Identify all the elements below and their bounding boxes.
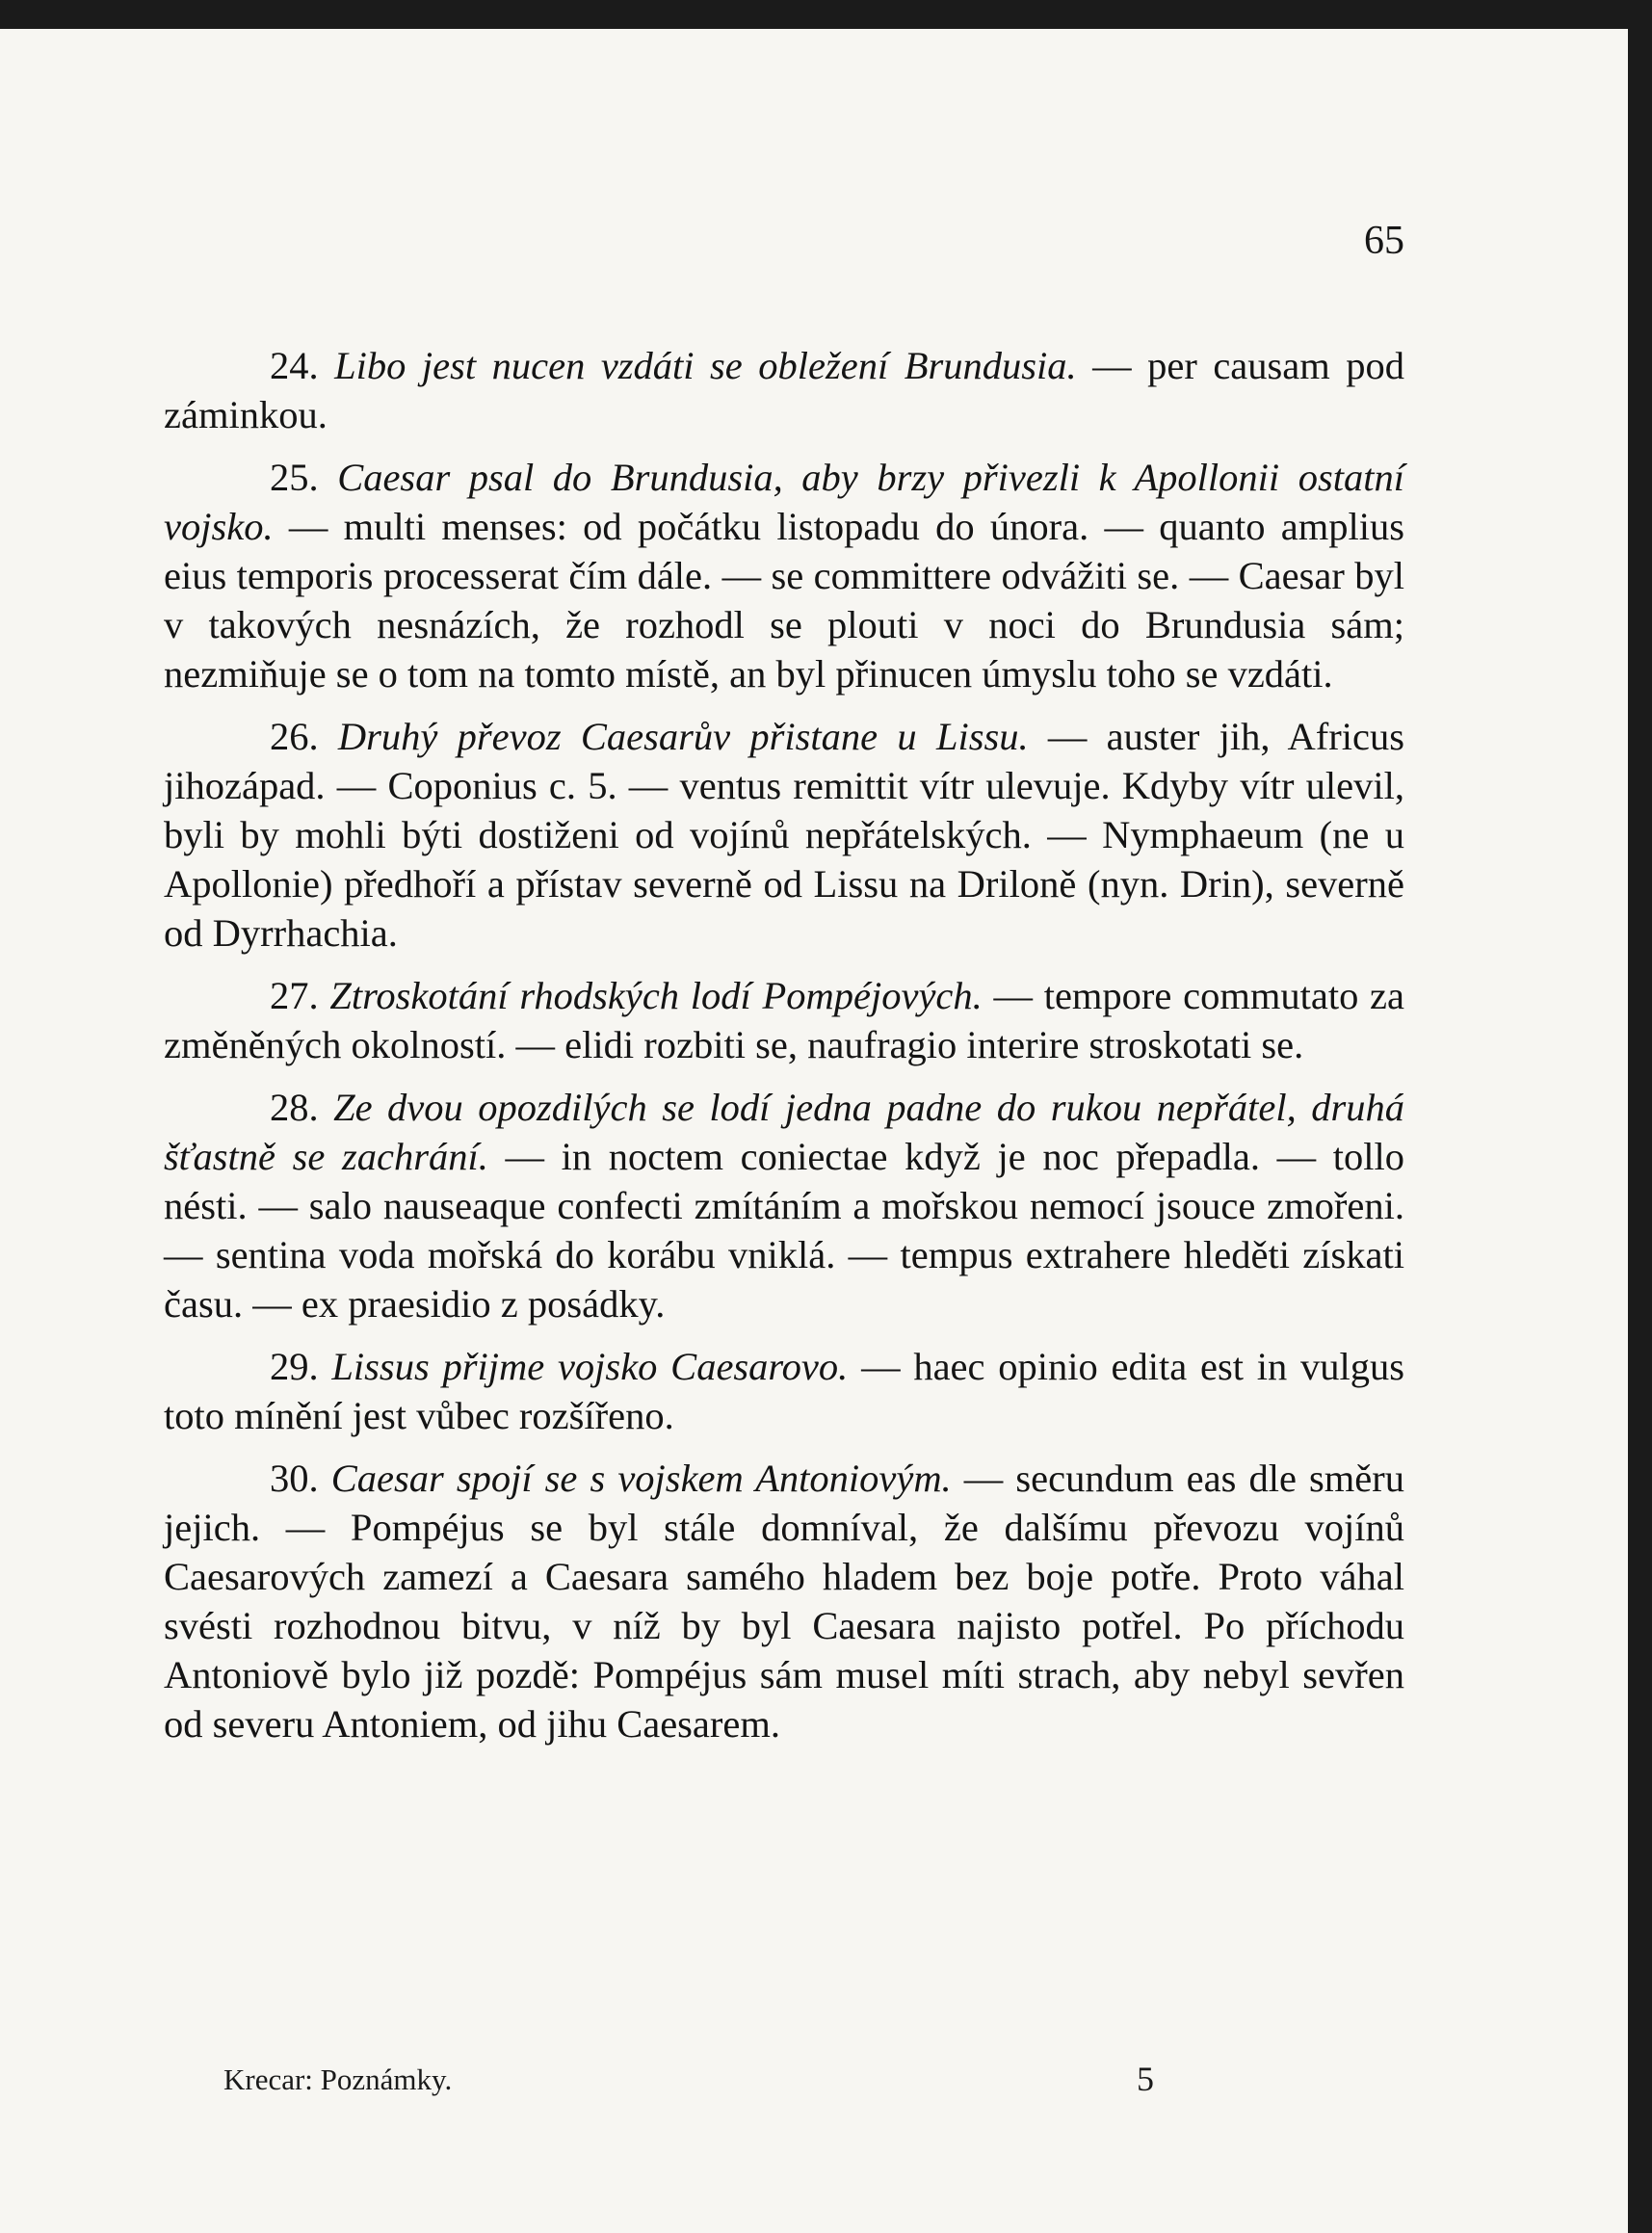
paragraph-title: Druhý převoz Caesarův přistane u Lissu.	[337, 715, 1029, 758]
paragraph-body: — auster jih, Africus jihozápad. — Coponius c. 5. — ventus remittit vítr ulevuje. Kdyby vítr ulevil, byli by mohli býti dostiženi od vojínů nepřátelských. — Nymphaeum (ne u Apollonie) předhoří a přístav severně od Lissu na Driloně (nyn. Drin), severně od Dyrrhachia.	[164, 715, 1405, 955]
paragraph-body: — multi menses: od počátku listopadu do února. — quanto amplius eius temporis processerat čím dále. — se committere odvážiti se. — Caesar byl v takových nesnázích, že rozhodl se plouti v noci do Brundusia sám; nezmiňuje se o tom na tomto místě, an byl přinucen úmyslu toho se vzdáti.	[164, 505, 1404, 696]
book-page	[0, 29, 1628, 2233]
paragraph-number: 27.	[270, 974, 319, 1017]
paragraph-28	[164, 1083, 1404, 1328]
footer-author: Krecar: Poznámky.	[223, 2062, 453, 2096]
paragraph-24	[164, 341, 1404, 439]
paragraph-25	[164, 453, 1404, 698]
paragraph-number: 25.	[270, 456, 319, 499]
paragraph-title: Ze dvou opozdilých se lodí jedna padne do rukou nepřátel, druhá šťastně se zachrání.	[164, 1086, 1404, 1178]
paragraph-body: — haec opinio edita est in vulgus toto mínění jest vůbec rozšířeno.	[164, 1345, 1405, 1437]
paragraph-30	[164, 1454, 1404, 1748]
page-footer	[0, 2062, 1628, 2111]
paragraph-number: 30.	[270, 1457, 319, 1500]
paragraph-title: Caesar psal do Brundusia, aby brzy přivezli k Apollonii ostatní vojsko.	[164, 456, 1404, 548]
paragraph-29	[164, 1342, 1404, 1440]
paragraph-27	[164, 971, 1404, 1069]
paragraph-number: 29.	[270, 1345, 319, 1388]
paragraph-title: Ztroskotání rhodských lodí Pompéjových.	[329, 974, 983, 1017]
paragraph-body: — per causam pod záminkou.	[164, 344, 1405, 436]
paragraph-body: — tempore commutato za změněných okolností. — elidi rozbiti se, naufragio interire stroskotati se.	[164, 974, 1404, 1066]
paragraph-body: — secundum eas dle směru jejich. — Pompéjus se byl stále domníval, že dalšímu převozu vojínů Caesarových zamezí a Caesara samého hladem bez boje potře. Proto váhal svésti rozhodnou bitvu, v níž by byl Caesara najisto potřel. Po příchodu Antoniově bylo již pozdě: Pompéjus sám musel míti strach, aby nebyl sevřen od severu Antoniem, od jihu Caesarem.	[164, 1457, 1404, 1746]
paragraph-title: Caesar spojí se s vojskem Antoniovým.	[330, 1457, 952, 1500]
paragraph-number: 24.	[270, 344, 319, 387]
paragraph-number: 28.	[270, 1086, 319, 1129]
paragraph-title: Libo jest nucen vzdáti se obležení Brundusia.	[334, 344, 1077, 387]
paragraph-26	[164, 712, 1404, 958]
page-number: 65	[1364, 219, 1404, 263]
paragraph-body: — in noctem coniectae když je noc přepadla. — tollo nésti. — salo nauseaque confecti zmítáním a mořskou nemocí jsouce zmořeni. — sentina voda mořská do korábu vniklá. — tempus extrahere hleděti získati času. — ex praesidio z posádky.	[164, 1135, 1404, 1326]
commentary-text	[164, 341, 1404, 1762]
footer-signature-mark: 5	[1137, 2060, 1154, 2098]
paragraph-title: Lissus přijme vojsko Caesarovo.	[331, 1345, 849, 1388]
paragraph-number: 26.	[270, 715, 319, 758]
